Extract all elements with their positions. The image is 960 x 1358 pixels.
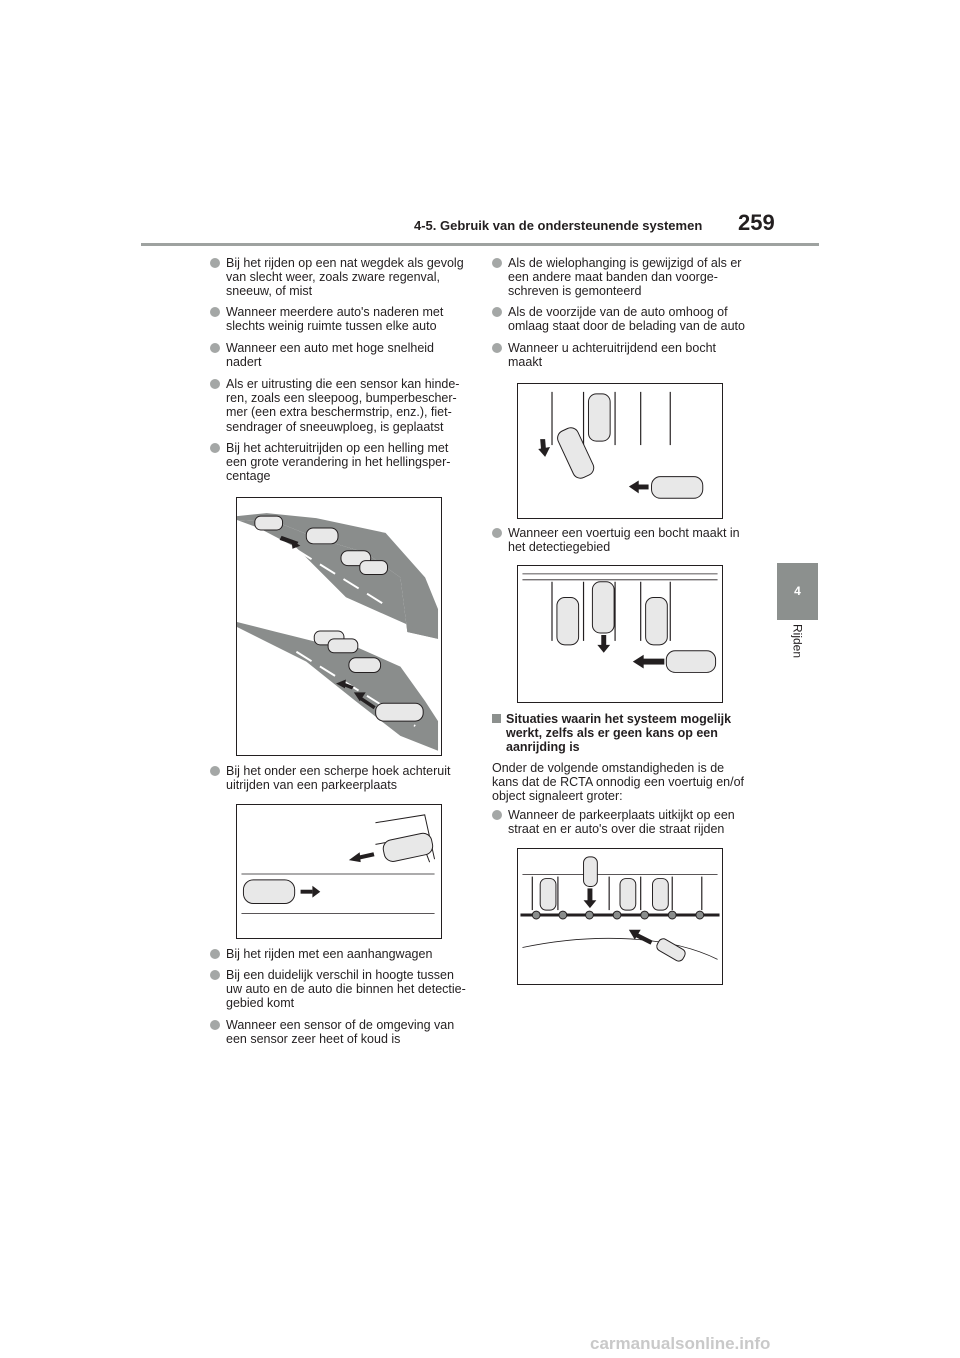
angled-parking-figure — [236, 804, 442, 939]
car-icon — [620, 879, 636, 911]
bullet-dot-icon — [210, 949, 220, 959]
bullet-item — [210, 947, 468, 961]
bullet-text: Wanneer een auto met hoge snelheid nadert — [226, 341, 435, 370]
street-facing-parking-figure — [517, 848, 723, 985]
car-icon — [653, 879, 669, 911]
bullet-dot-icon — [210, 970, 220, 980]
arrow-icon — [629, 481, 639, 494]
car-icon — [655, 937, 687, 963]
bullet-dot-icon — [210, 307, 220, 317]
bullet-dot-icon — [210, 1020, 220, 1030]
sensor-dot-icon — [559, 911, 567, 919]
slope-illustration — [237, 498, 441, 755]
bullet-item — [492, 256, 750, 299]
bullet-dot-icon — [210, 443, 220, 453]
car-icon — [349, 658, 381, 673]
sensor-dot-icon — [532, 911, 540, 919]
arrow-icon — [349, 852, 361, 862]
bullet-text: Als de voorzijde van de auto omhoog of omlaag staat door de belading van de auto — [508, 305, 745, 334]
bullet-text: Wanneer de parkeerplaats uitkijkt op een straat en er auto's over die straat rijden — [508, 808, 735, 837]
sensor-dot-icon — [668, 911, 676, 919]
sensor-dot-icon — [613, 911, 621, 919]
bullet-text: Bij het achteruitrijden op een helling met een grote verandering in het hellingsper- centage — [226, 441, 451, 484]
car-icon — [255, 516, 283, 530]
reverse-turn-figure — [517, 383, 723, 519]
section-paragraph: Onder de volgende omstandigheden is de kans dat de RCTA onnodig een voertuig en/of object signaleert groter: — [492, 761, 745, 804]
bullet-text: Wanneer een sensor of de omgeving van een sensor zeer heet of koud is — [226, 1018, 455, 1047]
heading-square-icon — [492, 714, 501, 723]
sensor-dot-icon — [696, 911, 704, 919]
bullet-dot-icon — [210, 766, 220, 776]
car-icon — [243, 880, 294, 904]
bullet-dot-icon — [210, 343, 220, 353]
arrow-icon — [633, 655, 644, 669]
bullet-text: Bij een duidelijk verschil in hoogte tussen uw auto en de auto die binnen het detectie- gebied komt — [226, 968, 466, 1011]
car-icon — [306, 528, 338, 544]
bullet-text: Wanneer meerdere auto's naderen met slechts weinig ruimte tussen elke auto — [226, 305, 444, 334]
arrow-icon — [538, 447, 550, 457]
bullet-dot-icon — [210, 258, 220, 268]
bullet-item — [210, 256, 468, 299]
bullet-item — [210, 1018, 468, 1046]
page-number: 259 — [738, 210, 775, 235]
car-icon — [592, 582, 614, 633]
bullet-text: Bij het rijden op een nat wegdek als gevolg van slecht weer, zoals zware regenval, sneeuw, of mist — [226, 256, 464, 299]
bullet-dot-icon — [210, 379, 220, 389]
bullet-text: Als de wielophanging is gewijzigd of als er een andere maat banden dan voorge- schreven is gemonteerd — [508, 256, 742, 299]
bullet-dot-icon — [492, 258, 502, 268]
arrow-icon — [587, 888, 592, 902]
section-heading-text: Situaties waarin het systeem mogelijk werkt, zelfs als er geen kans op een aanrijding is — [506, 712, 732, 755]
car-icon — [666, 651, 715, 673]
arrow-icon — [597, 645, 610, 653]
bullet-item — [492, 305, 750, 333]
section-title: 4-5. Gebruik van de ondersteunende systemen — [414, 218, 703, 233]
car-icon — [540, 879, 556, 911]
chapter-tab[interactable]: 4 — [777, 563, 818, 620]
bullet-text: Wanneer een voertuig een bocht maakt in het detectiegebied — [508, 526, 740, 555]
watermark: carmanualsonline.info — [590, 1334, 771, 1353]
angled-parking-illustration — [237, 805, 441, 938]
car-icon — [376, 703, 424, 721]
bullet-item — [210, 764, 468, 792]
chapter-label-text: Rijden — [790, 624, 805, 659]
bullet-dot-icon — [492, 343, 502, 353]
car-icon — [584, 857, 598, 887]
bullet-item — [492, 808, 750, 836]
car-icon — [652, 477, 703, 499]
turning-vehicle-figure — [517, 565, 723, 703]
reverse-turn-illustration — [518, 384, 722, 518]
car-icon — [588, 394, 610, 441]
chapter-label — [777, 624, 818, 684]
sensor-dot-icon — [586, 911, 594, 919]
car-icon — [557, 598, 579, 645]
street-facing-parking-illustration — [518, 849, 722, 984]
bullet-item — [210, 305, 468, 333]
bullet-text: Wanneer u achteruitrijdend een bocht maakt — [508, 341, 717, 370]
bullet-item — [210, 441, 468, 484]
car-icon — [382, 832, 435, 863]
bullet-dot-icon — [492, 307, 502, 317]
bullet-dot-icon — [492, 528, 502, 538]
arrow-icon — [643, 659, 665, 665]
arrow-icon — [312, 886, 320, 898]
sensor-dot-icon — [641, 911, 649, 919]
bullet-item — [210, 968, 468, 1011]
arrow-icon — [584, 900, 597, 908]
arrow-icon — [301, 890, 313, 894]
bullet-dot-icon — [492, 810, 502, 820]
car-icon — [360, 561, 388, 575]
bullet-item — [210, 341, 468, 369]
bullet-item — [210, 377, 468, 434]
section-heading — [492, 712, 760, 755]
bullet-text: Bij het onder een scherpe hoek achteruit uitrijden van een parkeerplaats — [226, 764, 451, 793]
header-divider — [141, 243, 819, 246]
bullet-text: Bij het rijden met een aanhangwagen — [226, 947, 433, 961]
turning-vehicle-illustration — [518, 566, 722, 702]
car-icon — [328, 639, 358, 653]
bullet-item — [492, 526, 750, 554]
bullet-item — [492, 341, 750, 369]
slope-figure — [236, 497, 442, 756]
car-icon — [646, 598, 668, 645]
bullet-text: Als er uitrusting die een sensor kan hinde- ren, zoals een sleepoog, bumperbescher- mer (een extra beschermstrip, enz.), fiet- sendrager of sneeuwploeg, is geplaatst — [226, 377, 460, 434]
